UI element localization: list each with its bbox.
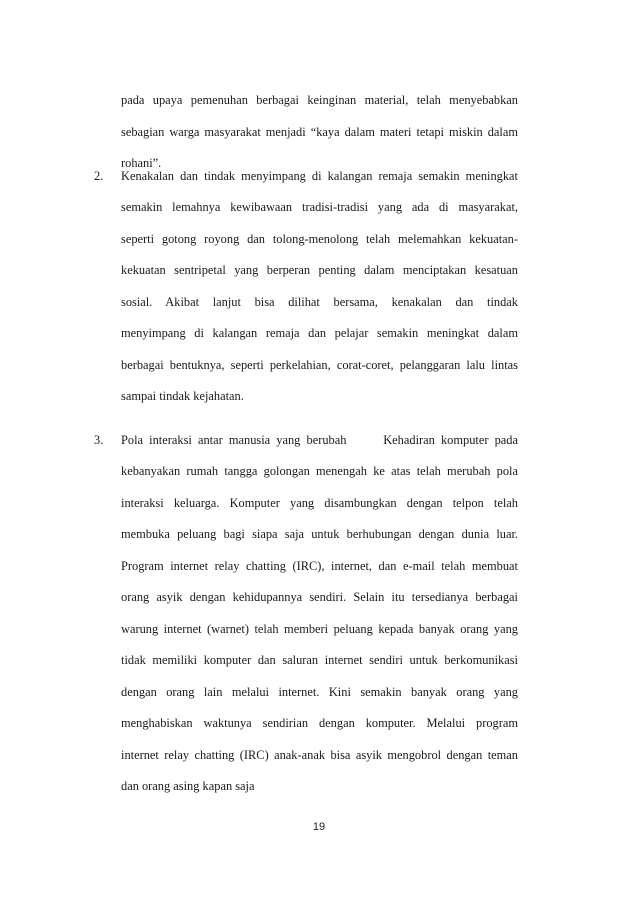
list-item-line: sampai tindak kejahatan. xyxy=(121,389,244,403)
list-item-line: interaksi keluarga. Komputer yang disambungkan dengan telpon telah xyxy=(121,496,518,510)
list-item-line: semakin lemahnya kewibawaan tradisi-tradisi yang ada di masyarakat, xyxy=(121,200,518,214)
list-item-line: internet relay chatting (IRC) anak-anak bisa asyik mengobrol dengan teman xyxy=(121,748,518,762)
list-item-line: Pola interaksi antar manusia yang berubah Kehadiran komputer pada xyxy=(121,433,518,447)
list-item-line: Kenakalan dan tindak menyimpang di kalangan remaja semakin meningkat xyxy=(121,169,518,183)
intro-line: rohani”. xyxy=(121,156,162,170)
list-item-line: tidak memiliki komputer dan saluran internet sendiri untuk berkomunikasi xyxy=(121,653,518,667)
list-item-line: menyimpang di kalangan remaja dan pelajar semakin meningkat dalam xyxy=(121,326,518,340)
intro-line: sebagian warga masyarakat menjadi “kaya dalam materi tetapi miskin dalam xyxy=(121,125,518,139)
list-item-line: menghabiskan waktunya sendirian dengan komputer. Melalui program xyxy=(121,716,518,730)
page-number: 19 xyxy=(312,821,326,833)
list-item-line: kekuatan sentripetal yang berperan penting dalam menciptakan kesatuan xyxy=(121,263,518,277)
list-item-line: dengan orang lain melalui internet. Kini semakin banyak orang yang xyxy=(121,685,518,699)
list-item-line: berbagai bentuknya, seperti perkelahian, corat-coret, pelanggaran lalu lintas xyxy=(121,358,518,372)
list-item-line: kebanyakan rumah tangga golongan menengah ke atas telah merubah pola xyxy=(121,464,518,478)
list-item-line: orang asyik dengan kehidupannya sendiri. Selain itu tersedianya berbagai xyxy=(121,590,518,604)
list-item-line: membuka peluang bagi siapa saja untuk berhubungan dengan dunia luar. xyxy=(121,527,518,541)
list-item-line: sosial. Akibat lanjut bisa dilihat bersama, kenakalan dan tindak xyxy=(121,295,518,309)
list-item-line: Program internet relay chatting (IRC), internet, dan e-mail telah membuat xyxy=(121,559,518,573)
list-marker: 2. xyxy=(94,169,104,183)
list-marker: 3. xyxy=(94,433,104,447)
list-item-line: seperti gotong royong dan tolong-menolong telah melemahkan kekuatan- xyxy=(121,232,518,246)
intro-line: pada upaya pemenuhan berbagai keinginan material, telah menyebabkan xyxy=(121,93,518,107)
list-item-line: dan orang asing kapan saja xyxy=(121,779,255,793)
list-item-line: warung internet (warnet) telah memberi peluang kepada banyak orang yang xyxy=(121,622,518,636)
